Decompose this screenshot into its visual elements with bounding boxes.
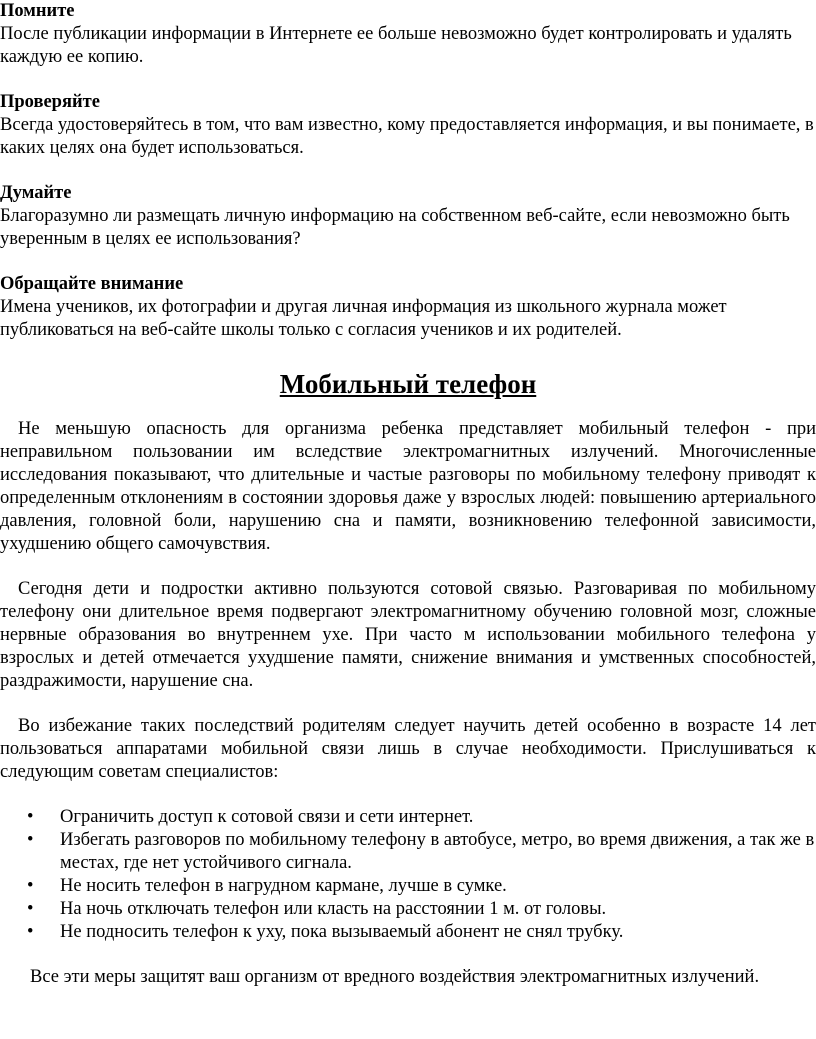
tip-heading: Обращайте внимание (0, 274, 184, 294)
list-item (0, 898, 816, 921)
spacer (0, 784, 816, 806)
paragraph-danger: Не меньшую опасность для организма ребенка представляет мобильный телефон - при неправильном пользовании им вследствие электромагнитных излучений. Многочисленные исследования показывают, что длительные и частые разговоры по мобильному телефону приводят к определенным отклонениям в состоянии здоровья даже у взрослых людей: повышению артериального давления, головной боли, нарушению сна и памяти, возникновению телефонной зависимости, ухудшению общего самочувствия. (0, 419, 816, 554)
bullet-icon: • (27, 807, 34, 827)
list-item (0, 829, 816, 875)
bullet-icon: • (27, 922, 34, 942)
bullet-icon: • (27, 899, 34, 919)
paragraph-prevention: Во избежание таких последствий родителям следует научить детей особенно в возрасте 14 лет пользоваться аппаратами мобильной связи лишь в случае необходимости. Прислушиваться к следующим советам специалистов: (0, 716, 816, 782)
list-item (0, 875, 816, 898)
spacer (0, 342, 816, 368)
list-item-text: Избегать разговоров по мобильному телефону в автобусе, метро, во время движения, а так же в местах, где нет устойчивого сигнала. (60, 830, 815, 873)
tip-think (0, 182, 816, 251)
list-item-text: Не носить телефон в нагрудном кармане, лучше в сумке. (60, 876, 507, 896)
spacer (0, 251, 816, 273)
tip-heading: Думайте (0, 183, 72, 203)
spacer (0, 400, 816, 418)
paragraph-children: Сегодня дети и подростки активно пользуются сотовой связью. Разговаривая по мобильному телефону они длительное время подвергают электромагнитному обучению головной мозг, сложные нервные образования во внутреннем ухе. При часто м использовании мобильного телефона у взрослых и детей отмечается ухудшение памяти, снижение внимания и умственных способностей, раздражимости, нарушение сна. (0, 579, 816, 691)
tip-text: Благоразумно ли размещать личную информацию на собственном веб-сайте, если невозможно быть уверенным в целях ее использования? (0, 206, 790, 249)
spacer (0, 944, 816, 966)
tip-remember (0, 0, 816, 69)
conclusion: Все эти меры защитят ваш организм от вредного воздействия электромагнитных излучений. (30, 967, 760, 987)
bullet-icon: • (27, 830, 34, 850)
tip-text: После публикации информации в Интернете ее больше невозможно будет контролировать и удалять каждую ее копию. (0, 24, 792, 67)
spacer (0, 69, 816, 91)
list-item-text: Не подносить телефон к уху, пока вызываемый абонент не снял трубку. (60, 922, 624, 942)
list-item-text: На ночь отключать телефон или класть на расстоянии 1 м. от головы. (60, 899, 607, 919)
bullet-icon: • (27, 876, 34, 896)
section-title: Мобильный телефон (279, 369, 537, 399)
tip-text: Всегда удостоверяйтесь в том, что вам известно, кому предоставляется информация, и вы понимаете, в каких целях она будет использоваться. (0, 115, 814, 158)
tip-check (0, 91, 816, 160)
list-item-text: Ограничить доступ к сотовой связи и сети интернет. (60, 807, 474, 827)
tip-attention (0, 273, 816, 342)
tip-heading: Помните (0, 1, 75, 21)
tip-heading: Проверяйте (0, 92, 100, 112)
list-item (0, 921, 816, 944)
list-item (0, 806, 816, 829)
spacer (0, 556, 816, 578)
advice-list (0, 806, 816, 944)
spacer (0, 160, 816, 182)
tip-text: Имена учеников, их фотографии и другая личная информация из школьного журнала может публиковаться на веб-сайте школы только с согласия учеников и их родителей. (0, 297, 727, 340)
spacer (0, 693, 816, 715)
